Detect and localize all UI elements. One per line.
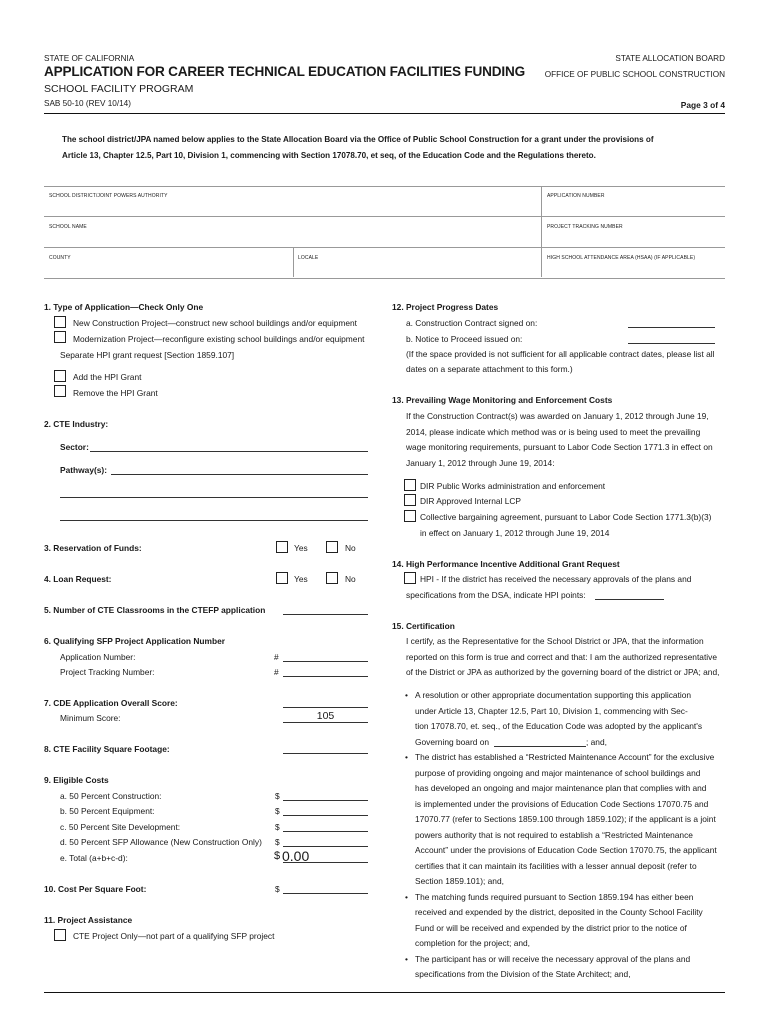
section-13-title: 13. Prevailing Wage Monitoring and Enforcement Costs	[392, 395, 613, 405]
add-hpi-label: Add the HPI Grant	[73, 372, 142, 382]
cost-per-sqft-input[interactable]	[283, 893, 368, 894]
tracking-number-field-label[interactable]: PROJECT TRACKING NUMBER	[547, 224, 623, 230]
reservation-yes-label: Yes	[294, 543, 308, 553]
cte-only-checkbox[interactable]	[54, 929, 66, 941]
collective-bargaining-checkbox[interactable]	[404, 510, 416, 522]
hpi-text-1: HPI - If the district has received the necessary approvals of the plans and	[420, 574, 692, 584]
bullet-resolution-4b: ; and,	[586, 737, 607, 747]
section-10-title: 10. Cost Per Square Foot:	[44, 884, 147, 894]
minimum-score-label: Minimum Score:	[60, 713, 121, 723]
bullet-maintenance-9: Section 1859.101); and,	[415, 876, 504, 886]
bullet-matching-funds-1: • The matching funds required pursuant to Section 1859.194 has either been	[415, 892, 693, 902]
application-number-field-label[interactable]: APPLICATION NUMBER	[547, 193, 605, 199]
sfp-tracking-input[interactable]	[283, 676, 368, 677]
section-6-title: 6. Qualifying SFP Project Application Number	[44, 636, 226, 646]
page-number: Page 3 of 4	[680, 100, 725, 110]
pathway-label: Pathway(s):	[60, 465, 108, 475]
bullet-maintenance-3: has developed an ongoing and major maintenance plan that complies with and	[415, 783, 707, 793]
section-7-title: 7. CDE Application Overall Score:	[44, 698, 178, 708]
new-construction-checkbox[interactable]	[54, 316, 66, 328]
pathway-input[interactable]	[111, 474, 368, 475]
bullet-resolution-1: • A resolution or other appropriate documentation supporting this application	[415, 690, 691, 700]
loan-yes-checkbox[interactable]	[276, 572, 288, 584]
modernization-checkbox[interactable]	[54, 331, 66, 343]
contract-signed-input[interactable]	[628, 327, 715, 328]
sfp-allowance-label: d. 50 Percent SFP Allowance (New Construction Only)	[60, 837, 262, 847]
dollar-sign: $	[275, 822, 280, 832]
prevailing-wage-text-4: January 1, 2012 through June 19, 2014:	[406, 458, 555, 468]
section-3-title: 3. Reservation of Funds:	[44, 543, 142, 553]
total-cost-label: e. Total (a+b+c-d):	[60, 853, 128, 863]
loan-no-checkbox[interactable]	[326, 572, 338, 584]
bullet-resolution-4: Governing board on	[415, 737, 490, 747]
form-title: APPLICATION FOR CAREER TECHNICAL EDUCATION FACILITIES FUNDING	[44, 64, 525, 79]
certification-text-1: I certify, as the Representative for the School District or JPA, that the information	[406, 636, 704, 646]
bullet-matching-funds-4: completion for the project; and,	[415, 938, 530, 948]
section-9-title: 9. Eligible Costs	[44, 775, 109, 785]
district-field-label[interactable]: SCHOOL DISTRICT/JOINT POWERS AUTHORITY	[49, 193, 168, 199]
bullet-resolution-3: tion 17078.70, et. seq., of the Education Code was adopted by the applicant's	[415, 721, 703, 731]
governing-board-date-input[interactable]	[494, 746, 586, 747]
bullet-resolution-2: under Article 13, Chapter 12.5, Part 10, Division 1, commencing with Sec-	[415, 706, 688, 716]
hsaa-field-label[interactable]: HIGH SCHOOL ATTENDANCE AREA (HSAA) (IF APPLICABLE)	[547, 255, 696, 261]
site-development-label: c. 50 Percent Site Development:	[60, 822, 181, 832]
remove-hpi-checkbox[interactable]	[54, 385, 66, 397]
sector-label: Sector:	[60, 442, 89, 452]
cte-classrooms-input[interactable]	[283, 614, 368, 615]
total-cost-line	[283, 862, 368, 863]
locale-field-label[interactable]: LOCALE	[298, 255, 319, 261]
county-field-label[interactable]: COUNTY	[49, 255, 71, 261]
dir-public-works-label: DIR Public Works administration and enforcement	[420, 481, 606, 491]
board-name: STATE ALLOCATION BOARD	[615, 54, 725, 63]
bullet-maintenance-1: • The district has established a “Restricted Maintenance Account” for the exclusive	[415, 752, 714, 762]
section-4-title: 4. Loan Request:	[44, 574, 112, 584]
construction-cost-label: a. 50 Percent Construction:	[60, 791, 162, 801]
dates-note-line-2: dates on a separate attachment to this form.)	[406, 364, 573, 374]
square-footage-input[interactable]	[283, 753, 368, 754]
total-cost-value: 0.00	[282, 848, 310, 864]
bullet-maintenance-2: purpose of providing ongoing and major maintenance of school buildings and	[415, 768, 701, 778]
section-11-title: 11. Project Assistance	[44, 915, 133, 925]
sfp-tracking-label: Project Tracking Number:	[60, 667, 155, 677]
bullet-maintenance-4: is implemented under the provisions of Education Code Sections 17070.75 and	[415, 799, 709, 809]
section-15-title: 15. Certification	[392, 621, 455, 631]
hash-symbol: #	[274, 667, 279, 677]
grid-col-divider	[541, 186, 542, 277]
minimum-score-value: 105	[316, 710, 335, 722]
prevailing-wage-text-1: If the Construction Contract(s) was awarded on January 1, 2012 through June 19,	[406, 411, 709, 421]
sfp-app-number-label: Application Number:	[60, 652, 136, 662]
dir-public-works-checkbox[interactable]	[404, 479, 416, 491]
dates-note-line-1: (If the space provided is not sufficient for all applicable contract dates, please list all	[406, 349, 715, 359]
applicant-info-grid	[44, 186, 725, 279]
grid-row-divider	[44, 247, 725, 248]
sfp-app-number-input[interactable]	[283, 661, 368, 662]
site-development-input[interactable]	[283, 831, 368, 832]
reservation-yes-checkbox[interactable]	[276, 541, 288, 553]
pathway-input-line-3[interactable]	[60, 520, 368, 521]
bullet-dsa-approval-1: • The participant has or will receive the necessary approval of the plans and	[415, 954, 690, 964]
minimum-score-line	[283, 722, 368, 723]
equipment-cost-input[interactable]	[283, 815, 368, 816]
bullet-maintenance-6: powers authority that is not required to establish a “Restricted Maintenance	[415, 830, 693, 840]
hash-symbol: #	[274, 652, 279, 662]
collective-bargaining-label-2: in effect on January 1, 2012 through June 19, 2014	[420, 528, 610, 538]
form-id: SAB 50-10 (REV 10/14)	[44, 99, 131, 108]
bullet-matching-funds-3: Fund or will be received and expended by the district prior to the notice of	[415, 923, 687, 933]
dir-approved-lcp-checkbox[interactable]	[404, 494, 416, 506]
dollar-sign: $	[275, 806, 280, 816]
loan-yes-label: Yes	[294, 574, 308, 584]
section-5-title: 5. Number of CTE Classrooms in the CTEFP application	[44, 605, 266, 615]
dollar-sign: $	[275, 791, 280, 801]
prevailing-wage-text-3: wage monitoring requirements, pursuant to Labor Code Section 1771.3 in effect on	[406, 442, 713, 452]
certification-text-2: reported on this form is true and correct and that: I am the authorized representative	[406, 652, 717, 662]
bullet-dsa-approval-2: specifications from the Division of the State Architect; and,	[415, 969, 631, 979]
separate-hpi-label: Separate HPI grant request [Section 1859.107]	[60, 350, 235, 360]
equipment-cost-label: b. 50 Percent Equipment:	[60, 806, 155, 816]
add-hpi-checkbox[interactable]	[54, 370, 66, 382]
section-12-title: 12. Project Progress Dates	[392, 302, 499, 312]
dollar-sign: $	[275, 884, 280, 894]
construction-cost-input[interactable]	[283, 800, 368, 801]
program-name: SCHOOL FACILITY PROGRAM	[44, 83, 194, 95]
prevailing-wage-text-2: 2014, please indicate which method was or is being used to meet the prevailing	[406, 427, 701, 437]
office-name: OFFICE OF PUBLIC SCHOOL CONSTRUCTION	[544, 70, 725, 79]
dollar-sign: $	[275, 837, 280, 847]
footer-rule	[44, 992, 725, 993]
loan-no-label: No	[345, 574, 356, 584]
pathway-input-line-2[interactable]	[60, 497, 368, 498]
grid-col-divider	[293, 247, 294, 277]
state-label: STATE OF CALIFORNIA	[44, 54, 135, 63]
notice-to-proceed-label: b. Notice to Proceed issued on:	[406, 334, 523, 344]
certification-text-3: of the District or JPA as authorized by the governing board of the district or JPA; and,	[406, 667, 720, 677]
hpi-points-input[interactable]	[595, 599, 664, 600]
modernization-label: Modernization Project—reconfigure existing school buildings and/or equipment	[73, 334, 365, 344]
section-14-title: 14. High Performance Incentive Additional Grant Request	[392, 559, 620, 569]
dir-approved-lcp-label: DIR Approved Internal LCP	[420, 496, 522, 506]
notice-to-proceed-input[interactable]	[628, 343, 715, 344]
sfp-allowance-input[interactable]	[283, 846, 368, 847]
hpi-checkbox[interactable]	[404, 572, 416, 584]
bullet-matching-funds-2: received and expended by the district, deposited in the County School Facility	[415, 907, 703, 917]
sector-input[interactable]	[90, 451, 368, 452]
dollar-sign: $	[274, 850, 281, 862]
new-construction-label: New Construction Project—construct new school buildings and/or equipment	[73, 318, 357, 328]
collective-bargaining-label: Collective bargaining agreement, pursuant to Labor Code Section 1771.3(b)(3)	[420, 512, 712, 522]
grid-row-divider	[44, 216, 725, 217]
intro-line-1: The school district/JPA named below applies to the State Allocation Board via the Office of Public School Construction for a grant under the provisions of	[62, 135, 654, 144]
bullet-maintenance-7: Account” under the provisions of Education Code Section 17070.75, the applicant	[415, 845, 717, 855]
header-rule	[44, 113, 725, 114]
intro-line-2: Article 13, Chapter 12.5, Part 10, Division 1, commencing with Section 17078.70, et seq, of the Education Code and the Regulations thereto.	[62, 151, 596, 160]
bullet-maintenance-8: certifies that it can maintain its facilities with a lesser annual deposit (refer to	[415, 861, 697, 871]
hpi-text-2: specifications from the DSA, indicate HPI points:	[406, 590, 586, 600]
section-1-title: 1. Type of Application—Check Only One	[44, 302, 204, 312]
reservation-no-label: No	[345, 543, 356, 553]
reservation-no-checkbox[interactable]	[326, 541, 338, 553]
section-8-title: 8. CTE Facility Square Footage:	[44, 744, 170, 754]
section-2-title: 2. CTE Industry:	[44, 419, 109, 429]
cte-only-label: CTE Project Only—not part of a qualifying SFP project	[73, 931, 275, 941]
cde-score-input[interactable]	[283, 707, 368, 708]
contract-signed-label: a. Construction Contract signed on:	[406, 318, 538, 328]
school-name-field-label[interactable]: SCHOOL NAME	[49, 224, 87, 230]
bullet-maintenance-5: 17070.77 (refer to Sections 1859.100 through 1859.102); if the applicant is a joint	[415, 814, 716, 824]
remove-hpi-label: Remove the HPI Grant	[73, 388, 158, 398]
